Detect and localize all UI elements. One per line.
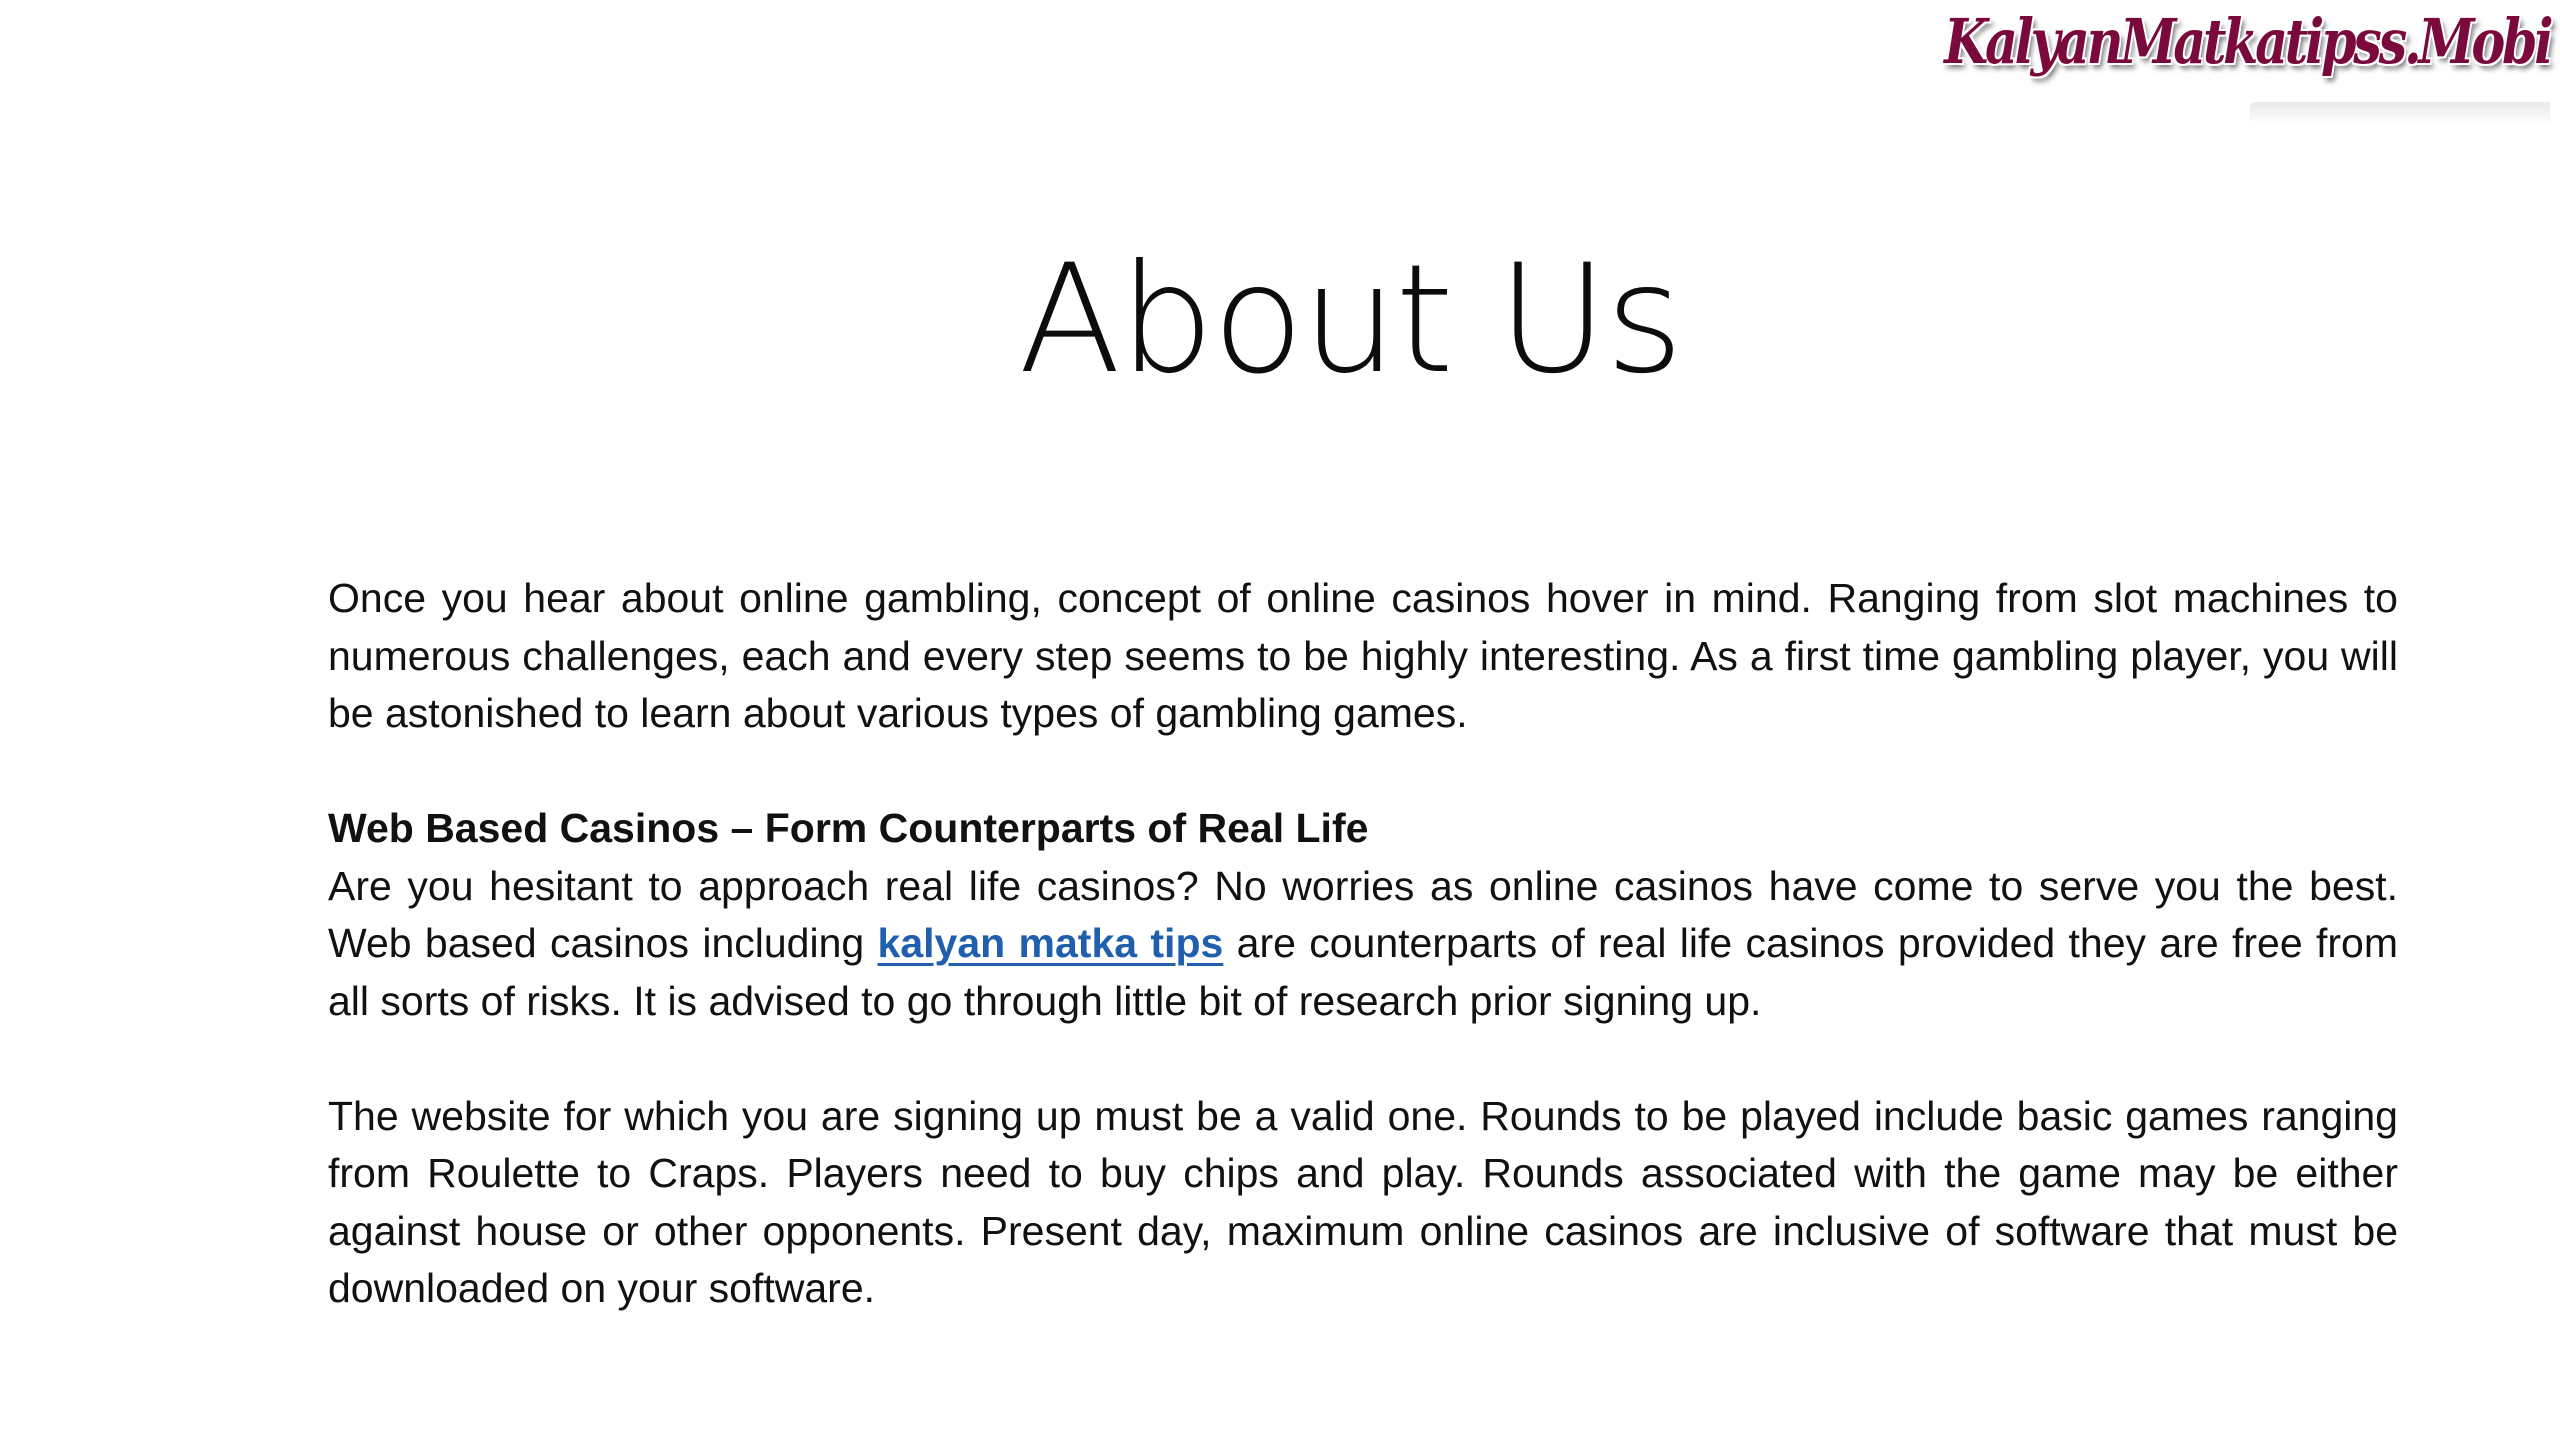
paragraph-spacer — [328, 743, 2398, 801]
site-logo[interactable] — [1943, 2, 2550, 122]
section-text-before-link: Are you hesitant to approach real life casinos? No worries as online casinos have come to serve you the best. Web based casinos including — [328, 862, 2398, 966]
paragraph-spacer — [328, 1030, 2398, 1088]
section-text-after-link: are counterparts of real life casinos provided they are free from all sorts of risks. It is advised to go through little bit of research prior signing up. — [328, 920, 2398, 1024]
section-paragraph — [328, 858, 2398, 1031]
intro-paragraph: Once you hear about online gambling, concept of online casinos hover in mind. Ranging from slot machines to numerous challenges, each and every step seems to be highly interesting. As a first time gambling player, you will be astonished to learn about various types of gambling games. — [328, 575, 2398, 736]
closing-paragraph: The website for which you are signing up must be a valid one. Rounds to be played include basic games ranging from Roulette to Craps. Players need to buy chips and play. Rounds associated with the game may be either against house or other opponents. Present day, maximum online casinos are inclusive of software that must be downloaded on your software. — [328, 1092, 2398, 1311]
site-logo-text: KalyanMatkatipss.Mobi — [1943, 5, 2550, 78]
kalyan-matka-tips-link[interactable]: kalyan matka tips — [877, 920, 1224, 966]
section-heading: Web Based Casinos – Form Counterparts of Real Life — [328, 805, 1369, 851]
article-body — [328, 570, 2398, 1318]
logo-underline-shadow — [2250, 102, 2550, 124]
page-title: About Us — [1018, 233, 1682, 407]
